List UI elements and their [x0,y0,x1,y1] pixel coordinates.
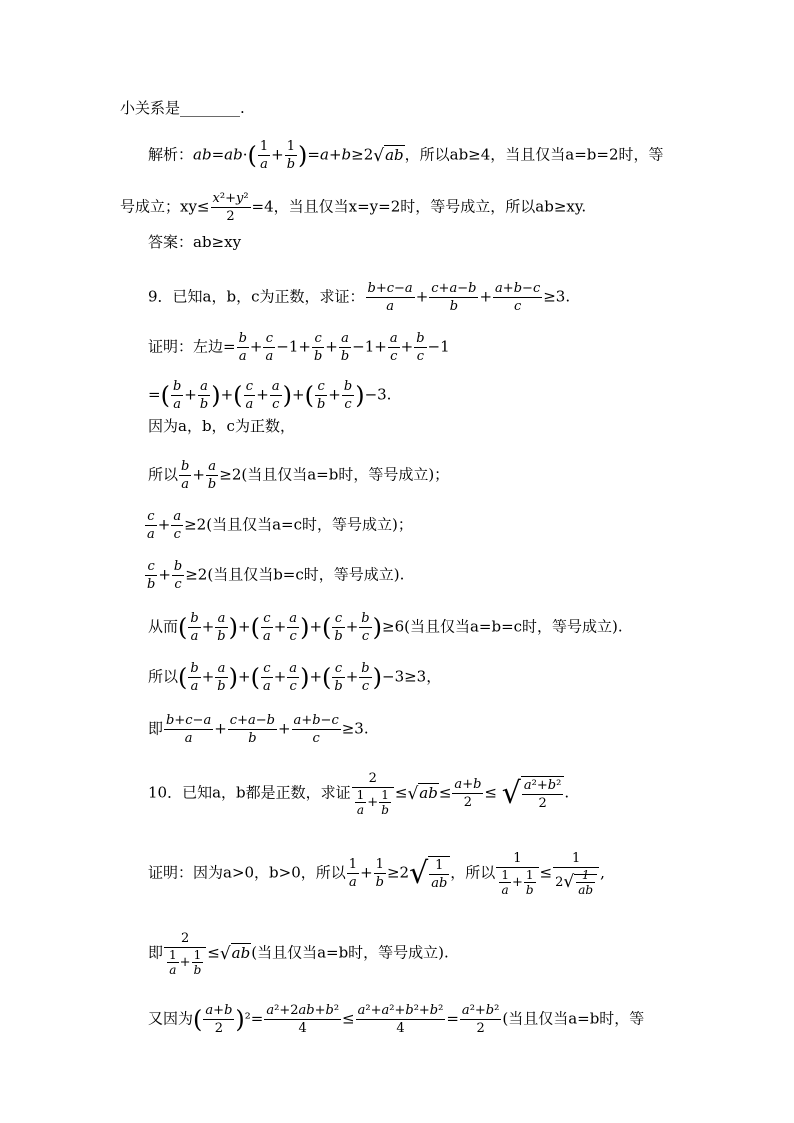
thus-line: 从而( $\frac{b}{a}$ + $\frac{a}{b}$ )+( $\frac{c}{a}$ + $\frac{a}{c}$ )+( $\frac{c}{b}$ + $\frac{b}{c}$ )≥6(当且仅当a=b=c时，等号成立). [148,611,623,644]
proof-9-line-2: =( $\frac{b}{a}$ + $\frac{a}{b}$ )+( $\frac{c}{a}$ + $\frac{a}{c}$ )+( $\frac{c}{b}$ + $\frac{b}{c}$ )−3. [148,379,392,412]
ie-line: 即 $\frac{b+c-a}{a}$ + $\frac{c+a-b}{b}$ + $\frac{a+b-c}{c}$ ≥3. [148,713,369,746]
so-line-3: $\frac{c}{b}$ + $\frac{b}{c}$ ≥2(当且仅当b=c时，等号成立). [147,559,405,592]
problem-9: 9．已知a，b，c为正数，求证： $\frac{b+c-a}{a}$ + $\frac{c+a-b}{b}$ + $\frac{a+b-c}{c}$ ≥3. [148,281,571,314]
answer-line: 答案：ab≥xy [148,233,242,251]
line-blank-question: 小关系是________. [120,99,245,117]
proof-10-line-1: 证明：因为a>0，b>0，所以 $\frac{1}{a}$ + $\frac{1}{b}$ ≥2√ $\frac{1}{ab}$ ，所以 1 $\frac{1}{a}$ + $\frac{1}{b}$ ≤ 1 2√ $\frac{1}{ab}$ , [148,851,605,897]
solution-line-2: 号成立；xy≤ $\frac{\text{x²+y²}}{2}$ =4，当且仅当x=y=2时，等号成立，所以ab≥xy. [120,191,587,224]
proof-10-line-3: 又因为( $\frac{a+b}{2}$ )²= $\frac{\text{a²+2ab+b²}}{4}$ ≤ $\frac{\text{a²+a²+b²+b²}}{4}$ = $\frac{\text{a²+b²}}{2}$ (当且仅当a=b时，等 [148,1003,645,1036]
solution-line-1: 解析：ab=ab·( $\frac{1}{a}$ + $\frac{1}{b}$ )=a+b≥2√ab，所以ab≥4，当且仅当a=b=2时，等 [148,139,664,172]
since-positive: 因为a，b，c为正数， [148,417,295,435]
so-line-1: 所以 $\frac{b}{a}$ + $\frac{a}{b}$ ≥2(当且仅当a=b时，等号成立)； [148,459,450,492]
so-line-2: $\frac{c}{a}$ + $\frac{a}{c}$ ≥2(当且仅当a=c时，等号成立)； [147,509,413,542]
problem-10: 10．已知a，b都是正数，求证 2 $\frac{1}{a}$ + $\frac{1}{b}$ ≤√ab≤ $\frac{a+b}{2}$ ≤ √ $\frac{\text{a²+b²}}{2}$ . [148,771,570,817]
so-line-4: 所以( $\frac{b}{a}$ + $\frac{a}{b}$ )+( $\frac{c}{a}$ + $\frac{a}{c}$ )+( $\frac{c}{b}$ + $\frac{b}{c}$ )−3≥3， [148,661,442,694]
proof-9-line-1: 证明：左边= $\frac{b}{a}$ + $\frac{c}{a}$ −1+ $\frac{c}{b}$ + $\frac{a}{b}$ −1+ $\frac{a}{c}$ + $\frac{b}{c}$ −1 [148,331,450,364]
proof-10-line-2: 即 2 $\frac{1}{a}$ + $\frac{1}{b}$ ≤√ab(当且仅当a=b时，等号成立). [148,931,449,977]
